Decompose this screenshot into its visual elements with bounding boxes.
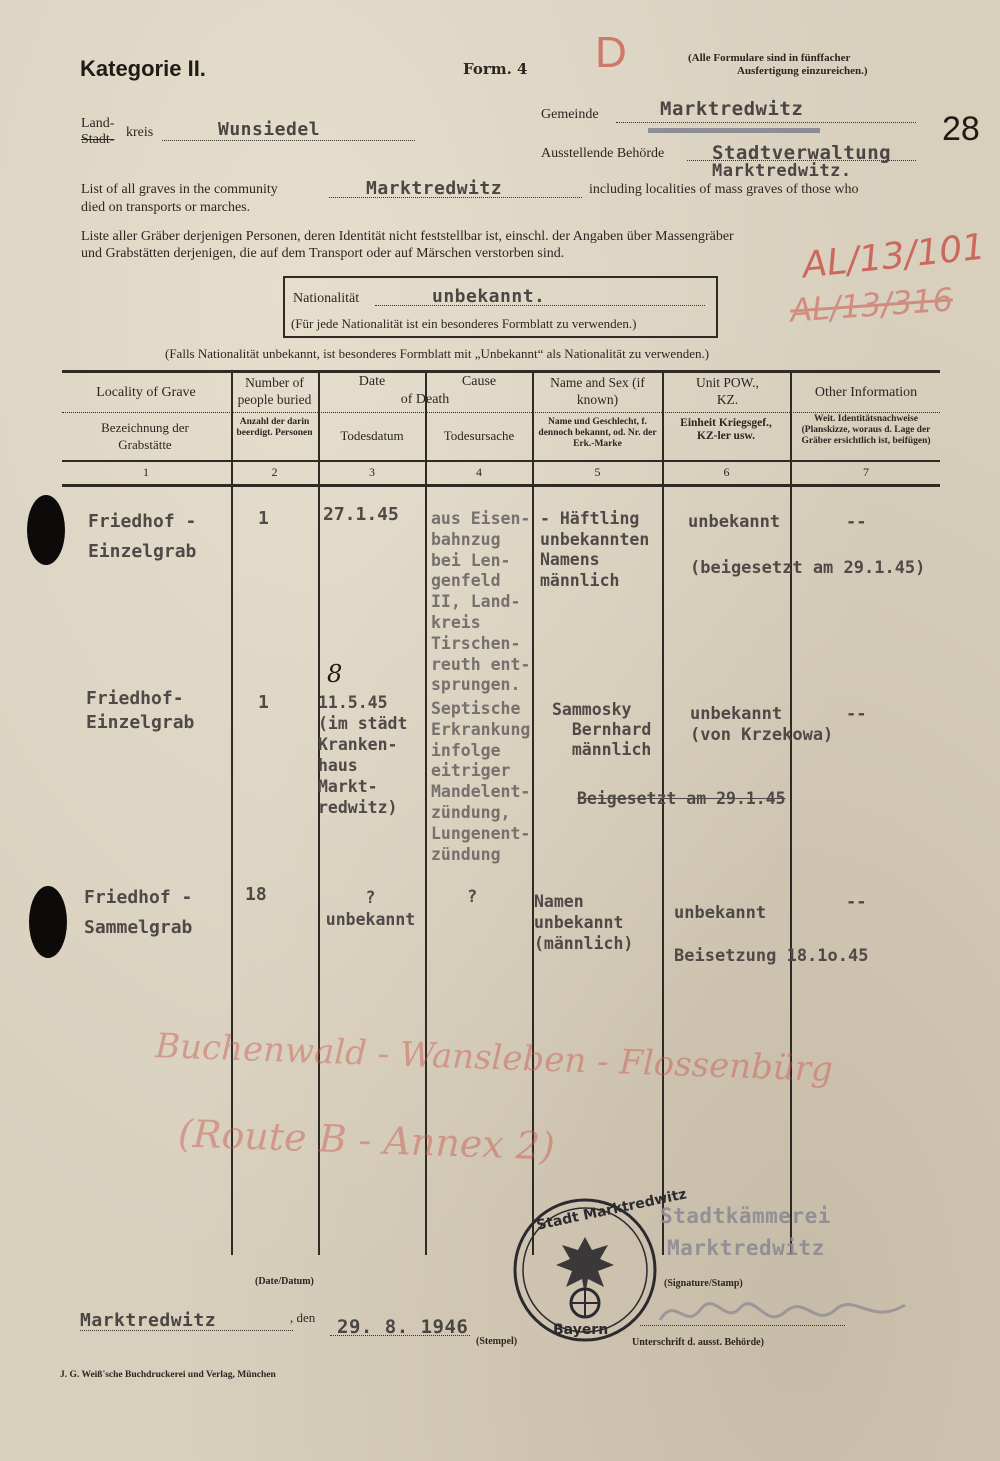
column-number-rule (62, 484, 940, 487)
column-number-4: 4 (476, 465, 482, 479)
header-unit: Unit POW., KZ. (696, 375, 759, 407)
header-locality: Locality of Grave (96, 385, 196, 400)
behoerde-value-1: Stadtverwaltung (712, 142, 892, 164)
header-de-number: Anzahl der darin beerdigt. Personen (236, 417, 313, 438)
row2-number: 1 (258, 692, 269, 713)
list-de-line1: Liste aller Gräber derjenigen Personen, deren Identität nicht feststellbar ist, einschl. der Angaben über Massengräber (81, 229, 734, 244)
list-en-post: including localities of mass graves of those who (589, 182, 859, 197)
date-label: (Date/Datum) (255, 1276, 314, 1287)
list-en-pre: List of all graves in the community (81, 182, 278, 197)
punch-hole-bottom (29, 886, 67, 958)
row1-unit: unbekannt (688, 512, 781, 532)
nationality-unknown-note: (Falls Nationalität unbekannt, ist besonderes Formblatt mit „Unbekannt“ als Nationalität zu verwenden.) (165, 346, 710, 361)
list-en-value: Marktredwitz (366, 178, 503, 199)
signature-label: (Signature/Stamp) (664, 1278, 743, 1289)
kreis-line (162, 140, 415, 141)
row3-name: Namen unbekannt (männlich) (534, 892, 634, 953)
row2-cause: Septische Erkrankung infolge eitriger Mandelent- zündung, Lungenent- zündung (431, 699, 531, 864)
header-name-sex: Name and Sex (if known) (550, 375, 645, 407)
column-number-2: 2 (271, 465, 278, 479)
header-de-other: Weit. Identitätsnachweise (Planskizze, woraus d. Lage der Gräber ersichtlich ist, beifügen) (801, 414, 931, 446)
behoerde-value-2: Marktredwitz. (712, 161, 852, 181)
header-date: Date (358, 374, 386, 389)
header-of-death: of Death (400, 392, 450, 407)
submit-note-1: (Alle Formulare sind in fünffacher (688, 52, 851, 64)
office-stamp-2: Marktredwitz (667, 1236, 825, 1260)
seal-text-bottom: Bayern (553, 1322, 609, 1338)
row3-unit: unbekannt Beisetzung 18.1o.45 (674, 903, 869, 966)
seal-text-top: Stadt Marktredwitz (535, 1186, 689, 1234)
nationality-value: unbekannt. (432, 286, 546, 307)
red-annotation: AL/13/101 (800, 226, 988, 287)
row2-unit: unbekannt (von Krzekowa) (690, 704, 834, 745)
header-cause: Cause (461, 374, 497, 389)
row1-date: 27.1.45 (323, 504, 399, 525)
header-other: Other Information (814, 385, 918, 400)
row3-cause: ? (467, 887, 478, 907)
row1-locality: Friedhof - Einzelgrab (88, 511, 197, 562)
land-label: Land- (81, 116, 115, 131)
col-divider-6 (790, 370, 792, 1255)
column-number-7: 7 (863, 465, 869, 479)
row2-extra-struck: Beigesetzt am 29.1.45 (577, 789, 786, 808)
kreis-value: Wunsiedel (218, 119, 321, 140)
header-de-name: Name und Geschlecht, f. dennoch bekannt, od. Nr. der Erk.-Marke (538, 417, 657, 449)
row1-extra: (beigesetzt am 29.1.45) (690, 558, 926, 578)
row3-locality: Friedhof - Sammelgrab (84, 887, 193, 938)
header-number: Number of people buried (237, 375, 312, 407)
form-number: Form. 4 (463, 60, 528, 78)
col-divider-5 (662, 370, 664, 1255)
column-number-6: 6 (723, 465, 730, 479)
place-line (80, 1330, 293, 1331)
date-value: 29. 8. 1946 (337, 1316, 469, 1338)
row3-date: ? unbekannt (325, 888, 416, 929)
row1-other: -- (846, 512, 867, 532)
office-stamp-1: Stadtkämmerei (660, 1204, 831, 1228)
table-top-rule (62, 370, 940, 373)
row3-number: 18 (245, 884, 267, 905)
behoerde-label: Ausstellende Behörde (541, 146, 665, 161)
page-number: 28 (942, 110, 980, 148)
column-number-5: 5 (594, 465, 601, 479)
header-de-locality: Bezeichnung der Grabstätte (101, 420, 189, 452)
red-mark: D (595, 28, 627, 77)
handwritten-signature (655, 1290, 915, 1340)
header-bottom-rule (62, 460, 940, 462)
punch-hole-top (27, 495, 65, 565)
nationality-label: Nationalität (293, 291, 360, 306)
list-en-line2: died on transports or marches. (81, 200, 251, 215)
header-de-unit: Einheit Kriegsgef., KZ-ler usw. (680, 417, 772, 442)
gemeinde-underline (648, 128, 820, 133)
column-number-3: 3 (369, 465, 375, 479)
red-pencil-note-1: Buchenwald - Wansleben - Flossenbürg (154, 1026, 834, 1090)
place-value: Marktredwitz (80, 1310, 217, 1331)
row2-locality: Friedhof- Einzelgrab (86, 688, 195, 733)
col-divider-4 (532, 370, 534, 1255)
row2-date-correction: 8 (327, 660, 343, 688)
gemeinde-label: Gemeinde (541, 107, 599, 122)
header-sub-rule (62, 412, 940, 413)
column-number-1: 1 (143, 465, 149, 479)
red-annotation-struck: AL/13/316 (788, 280, 955, 330)
row1-cause: aus Eisen- bahnzug bei Len- genfeld II, Land- kreis Tirschen- reuth ent- sprungen. (431, 509, 531, 695)
row2-date: 11.5.45 (im städt Kranken- haus Markt- redwitz) (318, 693, 408, 817)
date-line (330, 1335, 470, 1336)
row2-other: -- (846, 704, 867, 724)
submit-note-2: Ausfertigung einzureichen.) (737, 65, 868, 77)
printer-imprint: J. G. Weiß'sche Buchdruckerei und Verlag, München (60, 1370, 276, 1380)
nationality-note: (Für jede Nationalität ist ein besonderes Formblatt zu verwenden.) (291, 316, 637, 331)
row2-name: Sammosky Bernhard männlich (552, 700, 652, 759)
header-de-date: Todesdatum (340, 428, 404, 443)
list-de-line2: und Grabstätten derjenigen, die auf dem Transport oder auf Märschen verstorben sind. (81, 246, 565, 261)
red-pencil-note-2: (Route B - Annex 2) (177, 1111, 556, 1169)
row1-name: - Häftling unbekannten Namens männlich (540, 509, 650, 590)
gemeinde-value: Marktredwitz (660, 98, 804, 120)
den-label: , den (290, 1310, 316, 1325)
stadt-label: Stadt- (81, 132, 115, 147)
gemeinde-line (616, 122, 916, 123)
kreis-label: kreis (126, 125, 154, 140)
stempel-label: (Stempel) (476, 1336, 518, 1347)
header-de-cause: Todesursache (443, 428, 515, 443)
row1-number: 1 (258, 508, 269, 529)
signer-label: Unterschrift d. ausst. Behörde) (632, 1337, 764, 1348)
category-title: Kategorie II. (80, 56, 206, 81)
row3-other: -- (846, 892, 867, 912)
